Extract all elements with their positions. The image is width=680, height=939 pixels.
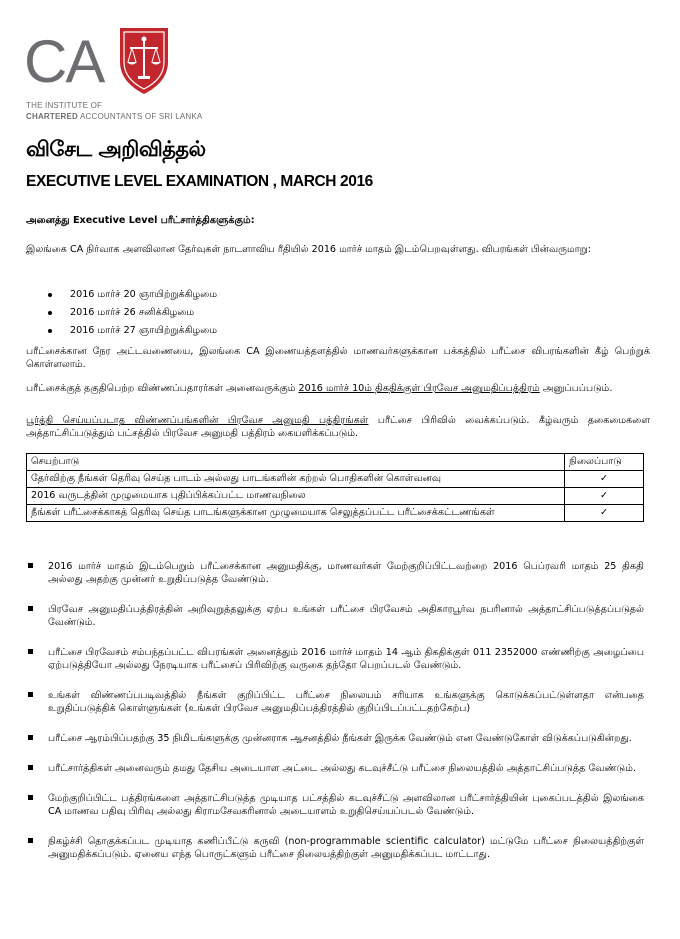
square-bullet-icon [28, 606, 33, 611]
square-bullet-icon [28, 563, 33, 568]
exam-dates-list [46, 286, 606, 340]
admission-text-b: அனுப்பப்படும். [539, 383, 613, 394]
note-item [26, 689, 644, 715]
square-bullet-icon [28, 838, 33, 843]
exam-title: EXECUTIVE LEVEL EXAMINATION , MARCH 2016 [26, 173, 373, 190]
note-text: உங்கள் விண்ணப்பபடிவத்தில் நீங்கள் குறிப்பிட்ட பரீட்சை நிலையம் சரியாக உங்களுக்கு கொடுக்கப்பட்டுள்ளதா என்பதை உறுதிப்படுத்திக் கொள்ளுங்கள் (உங்கள் பிரவேச அனுமதிப்பத்திரத்தில் குறிப்பிடப்பட்டதற்கேற்ப) [48, 690, 644, 714]
note-item [26, 560, 644, 586]
note-item [26, 603, 644, 629]
note-text: நிகழ்ச்சி தொகுக்கப்பட முடியாத கணிப்பீட்டு கருவி (non-programmable scientific calculator) மட்டுமே பரீட்சை நிலையத்திற்குள் அனுமதிக்கப்படும். ஏனைய எந்த பொருட்களும் பரீட்சை நிலையத்திற்குள் அனுமதிக்கப்பட மாட்டாது. [48, 836, 644, 860]
exam-date-item [46, 304, 606, 322]
admission-text-a: பரீட்சைக்குத் தகுதிபெற்ற விண்ணப்பதாரர்கள் அனைவருக்கும் [26, 383, 299, 394]
note-text: பிரவேச அனுமதிப்பத்திரத்தின் அறிவுறுத்தலுக்கு ஏற்ப உங்கள் பரீட்சை பிரவேசம் அதிகாரபூர்வ நபரினால் அத்தாட்சிப்படுத்தப்படுதல் வேண்டும். [48, 604, 644, 628]
requirements-table [26, 453, 644, 522]
note-text: பரீட்சார்த்திகள் அனைவரும் தமது தேசிய அடையாள அட்டை அல்லது கடவுச்சீட்டு பரீட்சை நிலையத்தில் அத்தாட்சிப்படுத்த வேண்டும். [48, 763, 637, 774]
logo-line-1: THE INSTITUTE OF [26, 101, 103, 110]
incomplete-paragraph [26, 414, 650, 440]
row-activity: 2016 வருடத்தின் முழுமையாக புதிப்பிக்கப்பட்ட மாணவநிலை [27, 488, 565, 505]
square-bullet-icon [28, 795, 33, 800]
note-text: 2016 மார்ச் மாதம் இடம்பெறும் பரீட்சைக்கான அனுமதிக்கு, மாணவர்கள் மேற்குறிப்பிட்டவற்றை 2016 பெப்ரவரி மாதம் 25 திகதி அல்லது அதற்கு முன்னர் உறுதிப்படுத்த வேண்டும். [48, 561, 644, 585]
note-item [26, 646, 644, 672]
note-item [26, 762, 644, 775]
shield-scales-icon [116, 26, 172, 96]
header-activity: செயற்பாடு [27, 454, 565, 471]
note-item [26, 835, 644, 861]
notes-list [26, 560, 644, 878]
exam-date-text: 2016 மார்ச் 26 சனிக்கிழமை [70, 307, 195, 318]
table-row [27, 471, 644, 488]
logo-line-2-bold: CHARTERED [26, 112, 79, 121]
square-bullet-icon [28, 765, 33, 770]
table-header-row [27, 454, 644, 471]
admission-paragraph [26, 382, 650, 395]
timetable-paragraph: பரீட்சைக்கான நேர அட்டவணையை, இலங்கை CA இணையத்தளத்தில் மாணவர்களுக்கான பக்கத்தில் பரீட்சை விபரங்களின் கீழ் பெற்றுக் கொள்ளலாம். [26, 346, 650, 370]
square-bullet-icon [28, 735, 33, 740]
note-text: பரீட்சை ஆரம்பிப்பதற்கு 35 நிமிடங்களுக்கு முன்னராக ஆசனத்தில் நீங்கள் இருக்க வேண்டும் என வேண்டுகோள் விடுக்கப்படுகின்றது. [48, 733, 632, 744]
exam-date-text: 2016 மார்ச் 20 ஞாயிற்றுக்கிழமை [70, 289, 218, 300]
note-text: பரீட்சை பிரவேசம் சம்பந்தப்பட்ட விபரங்கள் அனைத்தும் 2016 மார்ச் மாதம் 14 ஆம் திகதிக்குள் 011 2352000 எண்ணிற்கு அழைப்பை ஏற்படுத்தியோ அல்லது நேரடியாக பரீட்சைப் பிரிவிற்கு வருகை தந்தோ பெறப்படல் வேண்டும். [48, 647, 644, 671]
square-bullet-icon [28, 649, 33, 654]
row-activity: தேர்விற்கு நீங்கள் தெரிவு செய்த பாடம் அல்லது பாடங்களின் கற்றல் பொதிகளின் கொள்வனவு [27, 471, 565, 488]
admission-deadline: 2016 மார்ச் 10ம் திகதிக்குள் பிரவேச அனுமதிப்பத்திரம் [298, 383, 540, 394]
institute-logo [24, 26, 203, 138]
logo-line-2 [26, 111, 202, 122]
logo-letters: CA [24, 28, 104, 95]
bullet-dot [48, 311, 52, 315]
header-status: நிலைப்பாடு [565, 454, 644, 471]
bullet-dot [48, 293, 52, 297]
logo-line-2-rest: ACCOUNTANTS OF SRI LANKA [78, 112, 203, 121]
incomplete-applications: பூர்த்தி செய்யப்படாத விண்ணப்பங்களின் பிரவேச அனுமதி பத்திரங்கள் [26, 415, 369, 426]
check-icon: ✓ [565, 488, 644, 505]
table-row [27, 505, 644, 522]
note-item [26, 792, 644, 818]
row-activity: நீங்கள் பரீட்சைக்காகத் தெரிவு செய்த பாடங்களுக்கான முழுமையாக செலுத்தப்பட்ட பரீட்சைக்கட்டணங்கள் [27, 505, 565, 522]
bullet-dot [48, 329, 52, 333]
greeting: அனைத்து Executive Level பரீட்சார்த்திகளுக்கும்: [26, 215, 255, 226]
exam-date-item [46, 322, 606, 340]
check-icon: ✓ [565, 505, 644, 522]
note-text: மேற்குறிப்பிட்ட பத்திரங்களை அத்தாட்சிபடுத்த முடியாத பட்சத்தில் கடவுச்சீட்டு அளவிலான பரீட்சார்த்தியின் புகைப்படத்தில் இலங்கை CA மாணவ பதிவு பிரிவு அல்லது கிராமசேவகரினால் அடையாளம் உறுதிசெய்யப்படல் வேண்டும். [48, 793, 644, 817]
exam-date-text: 2016 மார்ச் 27 ஞாயிற்றுக்கிழமை [70, 325, 218, 336]
exam-date-item [46, 286, 606, 304]
note-item [26, 732, 644, 745]
incomplete-text: பரீட்சை பிரிவில் வைக்கப்படும். கீழ்வரும் தகைமைகளை அத்தாட்சிப்படுத்தும் பட்சத்தில் பிரவேச அனுமதி பத்திரம் கையளிக்கப்படும். [26, 415, 650, 439]
square-bullet-icon [28, 692, 33, 697]
intro-paragraph: இலங்கை CA நிர்வாக அளவிலான தேர்வுகள் நாடளாவிய ரீதியில் 2016 மார்ச் மாதம் இடம்பெறவுள்ளது. விபரங்கள் பின்வருமாறு: [26, 244, 592, 255]
notice-title: விசேட அறிவித்தல் [26, 137, 206, 161]
logo-institute-name [26, 100, 202, 122]
check-icon: ✓ [565, 471, 644, 488]
table-row [27, 488, 644, 505]
